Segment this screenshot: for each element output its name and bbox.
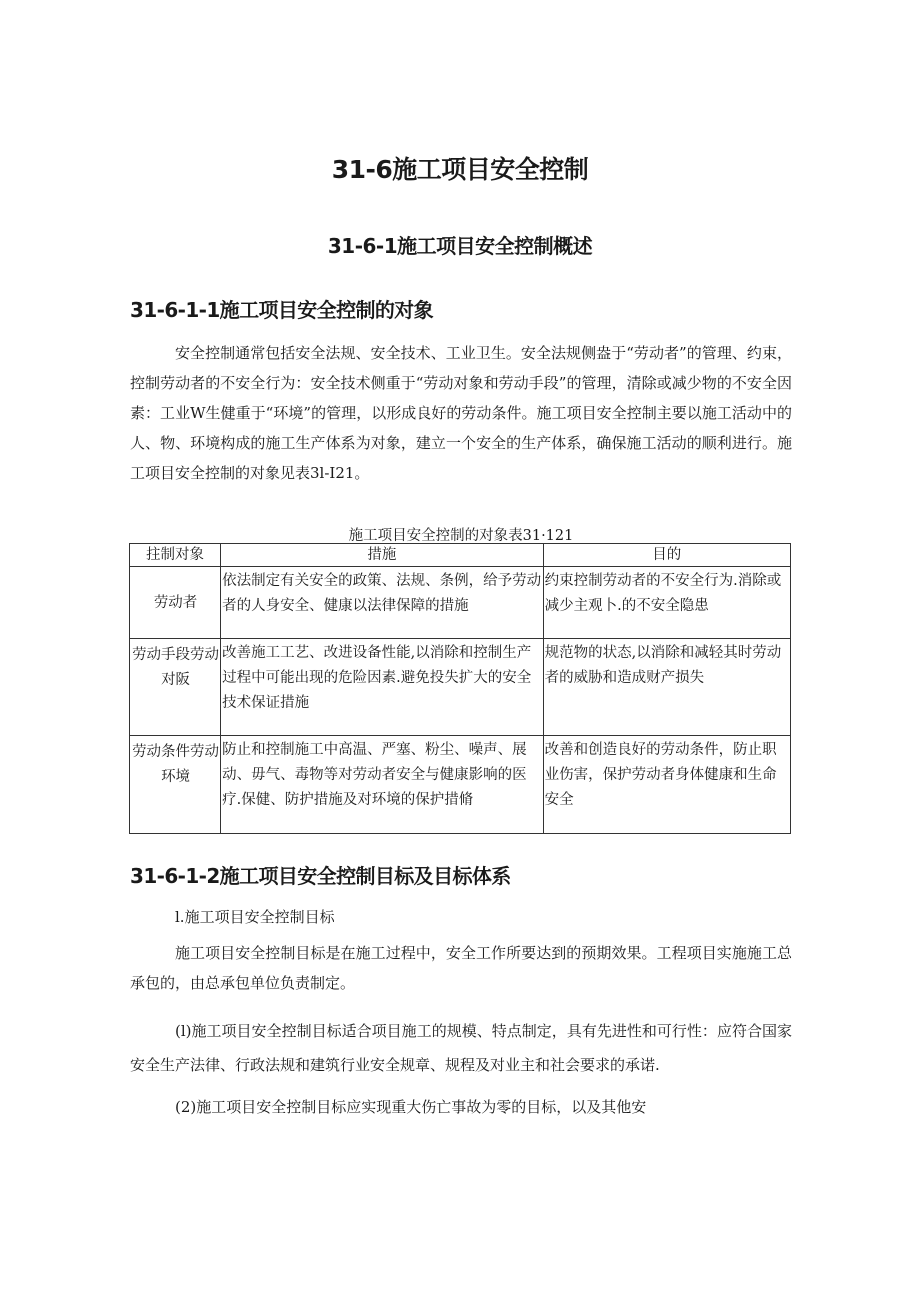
- table-row: [130, 639, 791, 736]
- table-header-object: 拄制对象: [130, 544, 221, 567]
- targets-paragraph: 施工项目安全控制目标是在施工过程中，安全工作所要达到的预期效果。工程项目实施施工总承包的，由总承包单位负责制定。: [130, 944, 792, 992]
- table-row: [130, 567, 791, 639]
- table-cell-measure: 依法制定有关安全的政策、法规、条例，给予劳动者的人身安全、健康以法律保障的措施: [221, 567, 543, 639]
- objects-paragraph: 安全控制通常包括安全法规、安全技术、工业卫生。安全法规侧盎于“劳动者”的管理、约束，控制劳动者的不安全行为：安全技术侧重于“劳动对象和劳动手段”的管理，清除或减少物的不安全因素：工业W生健重于“环境”的管理，以形成良好的劳动条件。施工项目安全控制主要以施工活动中的人、物、环境构成的施工生产体系为对象，建立一个安全的生产体系，确保施工活动的顺利进行。施工项目安全控制的对象见表3l-I21。: [130, 344, 792, 482]
- table-header-row: [130, 544, 791, 567]
- chapter-title: 31-6施工项目安全控制: [331, 155, 589, 184]
- table-cell-measure: 改善施工工艺、改进设备性能,以消除和控制生产过程中可能出现的危险因素.避免投失扩大的安全技术保证措施: [221, 639, 543, 736]
- table-row: [130, 736, 791, 834]
- table-cell-object: 劳动条件劳动环境: [130, 736, 221, 834]
- table-caption: 施工项目安全控制的对象表31·121: [348, 528, 574, 544]
- targets-item-2: (2)施工项目安全控制目标应实现重大伤亡事故为零的目标，以及其他安: [175, 1098, 647, 1116]
- table-header-purpose: 目的: [543, 544, 790, 567]
- subsection-title-targets: 31-6-1-2施工项目安全控制目标及目标体系: [130, 864, 511, 888]
- table-cell-purpose: 约束控制劳动者的不安全行为.消除或减少主观卜.的不安全隐患: [543, 567, 790, 639]
- table-header-measure: 措施: [221, 544, 543, 567]
- table-cell-purpose: 规范物的状态,以消除和减轻其时劳动者的威胁和造成财产损失: [543, 639, 790, 736]
- table-cell-measure: 防止和控制施工中高温、严塞、粉尘、噪声、展动、毋气、毒物等对劳动者安全与健康影响的医疗.保健、防护措施及对环境的保护措脩: [221, 736, 543, 834]
- safety-objects-table: [129, 543, 791, 834]
- targets-item-1: (l)施工项目安全控制目标适合项目施工的规模、特点制定，具有先进性和可行性：应符合国家安全生产法律、行政法规和建筑行业安全规章、规程及对业主和社会要求的承诺.: [130, 1022, 792, 1074]
- section-title: 31-6-1施工项目安全控制概述: [327, 234, 593, 258]
- table-cell-object: 劳动手段劳动对阪: [130, 639, 221, 736]
- subsection-title-objects: 31-6-1-1施工项目安全控制的对象: [130, 298, 434, 322]
- item-heading: l.施工项目安全控制目标: [175, 908, 335, 926]
- table-cell-purpose: 改善和创造良好的劳动条件，防止职业伤害，保护劳动者身体健康和生命安全: [543, 736, 790, 834]
- table-cell-object: 劳动者: [130, 567, 221, 639]
